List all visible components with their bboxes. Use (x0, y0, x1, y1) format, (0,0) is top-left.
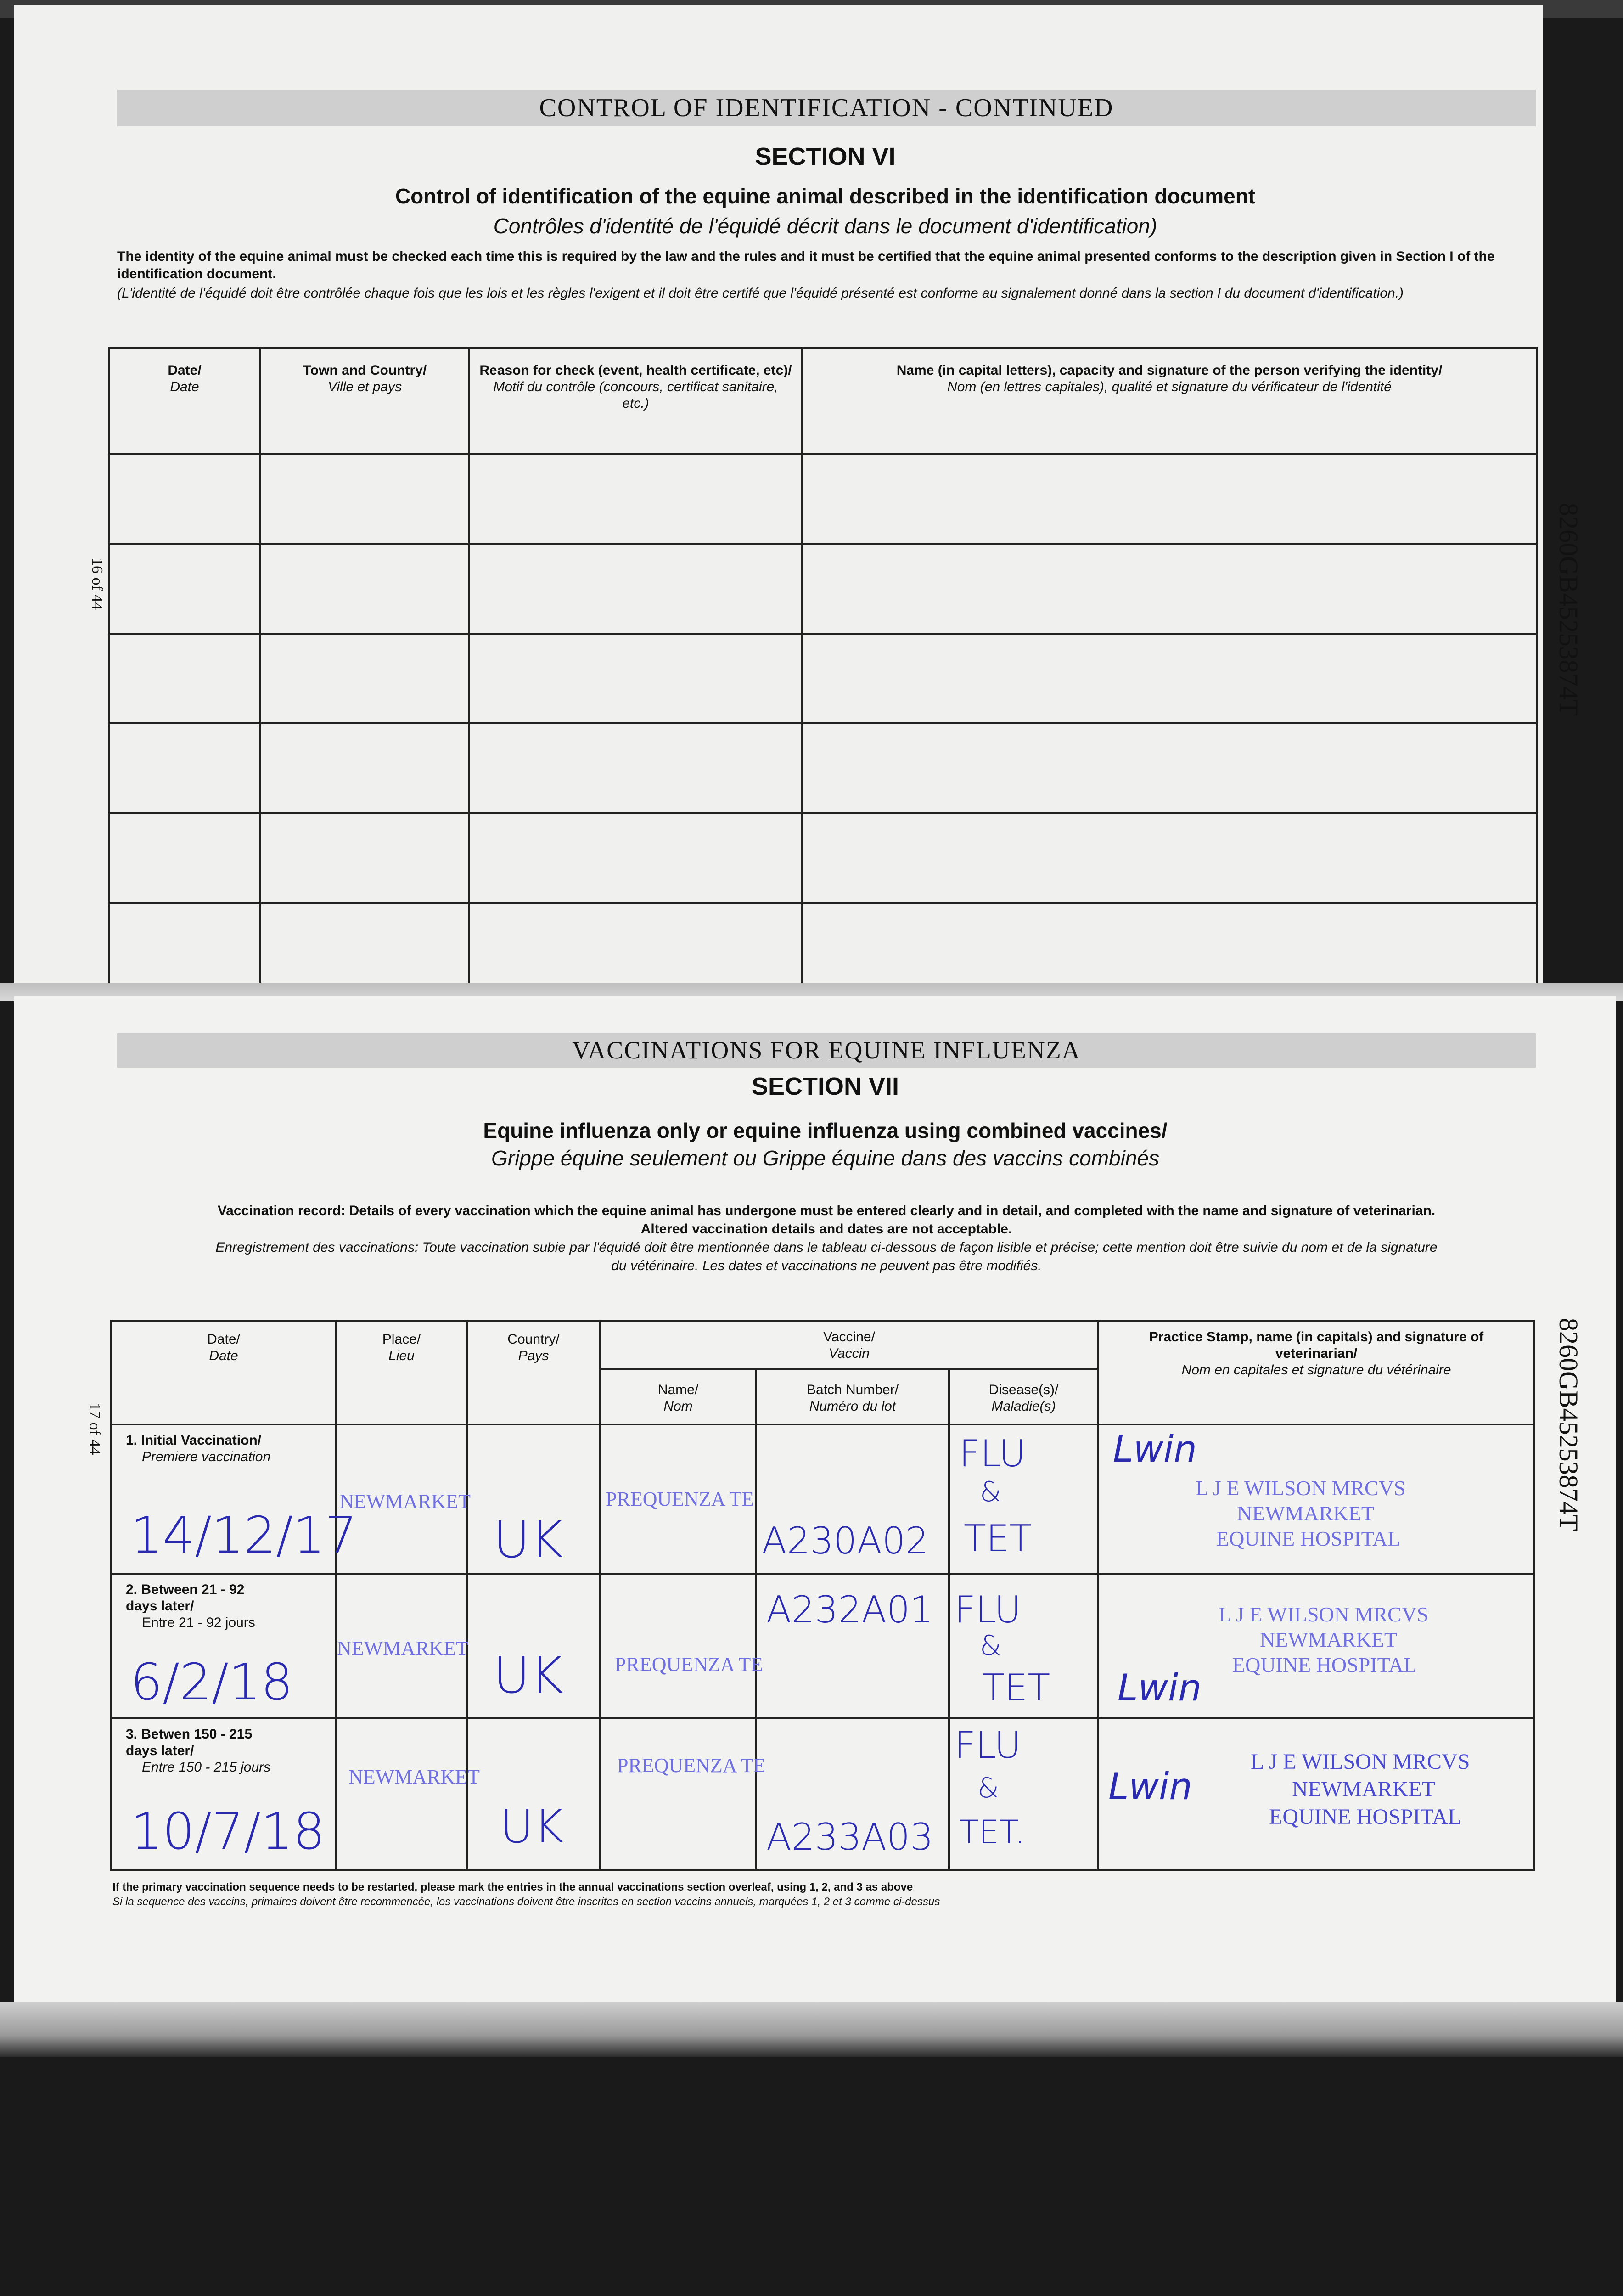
row2-vaccine-cell (600, 1574, 764, 1718)
row1-disease-3: TET (964, 1517, 1032, 1560)
page-number-17: 17 of 44 (86, 1403, 103, 1455)
vaccination-row-3 (111, 1718, 1534, 1870)
header-practice-stamp: Practice Stamp, name (in capitals) and signature of veterinarian/ Nom en capitales et signature du vétérinaire (1098, 1321, 1534, 1424)
row3-batch: A233A03 (766, 1816, 933, 1858)
row2-disease-2: & (980, 1630, 1001, 1662)
table-row (109, 544, 1537, 634)
row2-stamp-line3: EQUINE HOSPITAL (1232, 1653, 1417, 1677)
row2-vaccine: PREQUENZA TE (615, 1653, 764, 1676)
row1-place: NEWMARKET (339, 1490, 471, 1513)
table-row (109, 903, 1537, 991)
header-country: Country/ Pays (467, 1321, 600, 1424)
vaccination-record-en-2: Altered vaccination details and dates are not acceptable. (640, 1221, 1012, 1237)
row3-disease-2: & (977, 1772, 999, 1804)
row1-label-fr: Premiere vaccination (142, 1449, 271, 1464)
row2-label-fr: Entre 21 - 92 jours (142, 1615, 255, 1630)
row3-disease-cell (949, 1718, 1098, 1870)
row1-stamp-line1: L J E WILSON MRCVS (1196, 1476, 1406, 1500)
section-vi-title-fr: Contrôles d'identité de l'équidé décrit dans le document d'identification) (493, 214, 1157, 238)
row2-disease-1: FLU (955, 1588, 1022, 1631)
row1-signature: Lwin (1113, 1428, 1197, 1470)
row3-disease-1: FLU (955, 1724, 1022, 1767)
row3-stamp-cell (1098, 1718, 1534, 1870)
section-vi-para-en: The identity of the equine animal must be checked each time this is required by the law and the rules and it must be certified that the equine animal presented conforms to the description given in Section I of the identification document. (117, 249, 1495, 281)
row1-batch-cell (756, 1424, 949, 1574)
row1-country: UK (493, 1510, 563, 1569)
vaccination-table (110, 1320, 1535, 1871)
header-batch-number: Batch Number/ Numéro du lot (756, 1369, 949, 1424)
row3-date-cell (111, 1718, 336, 1870)
header-date: Date/ Date (111, 1321, 336, 1424)
vaccination-record-fr-1: Enregistrement des vaccinations: Toute vaccination subie par l'équidé doit être mentionnée dans le tableau ci-dessous de façon lisible et précise; cette mention doit être suivie du nom et de la signature (215, 1240, 1438, 1255)
row3-country: UK (500, 1800, 564, 1853)
row1-date: 14/12/17 (130, 1506, 358, 1564)
header-vaccine-name: Name/ Nom (600, 1369, 756, 1424)
row2-disease-3: TET (982, 1666, 1050, 1709)
table-row (109, 723, 1537, 813)
page-16 (14, 5, 1584, 987)
page-number-16: 16 of 44 (89, 558, 106, 610)
row2-date-cell (111, 1574, 336, 1718)
row1-vaccine: PREQUENZA TE (606, 1488, 754, 1510)
row3-label-fr: Entre 150 - 215 jours (142, 1760, 271, 1775)
section-vii-heading: SECTION VII (751, 1073, 899, 1100)
row2-signature: Lwin (1118, 1666, 1202, 1709)
identification-check-table (108, 347, 1538, 992)
row3-stamp-line3: EQUINE HOSPITAL (1269, 1805, 1461, 1829)
document-id-top: 8260GB45253874T (1554, 503, 1584, 716)
header-place: Place/ Lieu (336, 1321, 467, 1424)
table-row (109, 813, 1537, 903)
scan-bottom-edge (0, 2002, 1623, 2057)
page-17 (14, 996, 1616, 2007)
table-row (109, 634, 1537, 724)
section-vii-banner: VACCINATIONS FOR EQUINE INFLUENZA (117, 1033, 1536, 1068)
row2-disease-cell (949, 1574, 1098, 1718)
footnote-en: If the primary vaccination sequence needs to be restarted, please mark the entries in the annual vaccinations section overleaf, using 1, 2, and 3 as above (112, 1881, 913, 1893)
vaccination-record-fr-2: du vétérinaire. Les dates et vaccinations ne peuvent pas être modifiés. (611, 1258, 1042, 1273)
row3-batch-cell (756, 1718, 949, 1870)
row1-stamp-line3: EQUINE HOSPITAL (1216, 1527, 1401, 1550)
section-vi-title-en: Control of identification of the equine animal described in the identification document (395, 184, 1256, 208)
section-vii-title-fr: Grippe équine seulement ou Grippe équine dans des vaccins combinés (491, 1146, 1159, 1170)
row3-country-cell (467, 1718, 600, 1870)
row2-country-cell (467, 1574, 600, 1718)
row2-stamp-line2: NEWMARKET (1260, 1628, 1397, 1651)
row2-batch: A232A01 (766, 1588, 933, 1631)
row3-stamp-line2: NEWMARKET (1292, 1777, 1435, 1801)
footnote-fr: Si la sequence des vaccins, primaires doivent être recommencée, les vaccinations doivent être inscrites en section vaccins annuels, marquées 1, 2 et 3 comme ci-dessus (112, 1896, 940, 1908)
row2-country: UK (493, 1646, 563, 1705)
row1-disease-2: & (980, 1476, 1001, 1508)
header-reason: Reason for check (event, health certificate, etc)/ Motif du contrôle (concours, certificat sanitaire, etc.) (469, 348, 802, 454)
row1-place-cell (336, 1424, 471, 1574)
row3-label: 3. Betwen 150 - 215 days later/ (126, 1727, 253, 1758)
row3-signature: Lwin (1108, 1765, 1192, 1808)
header-vaccine: Vaccine/ Vaccin (600, 1321, 1098, 1369)
row2-place-cell (336, 1574, 467, 1718)
row1-stamp-line2: NEWMARKET (1237, 1502, 1374, 1525)
vaccination-record-en-1: Vaccination record: Details of every vaccination which the equine animal has undergone must be entered clearly and in detail, and completed with the name and signature of veterinarian. (217, 1203, 1436, 1218)
row2-batch-cell (756, 1574, 949, 1718)
row2-stamp-cell (1098, 1574, 1534, 1718)
row1-label: 1. Initial Vaccination/ (126, 1433, 262, 1448)
vaccination-row-2 (111, 1574, 1534, 1718)
row2-label: 2. Between 21 - 92 days later/ (126, 1582, 245, 1614)
document-id-bottom: 8260GB45253874T (1554, 1318, 1584, 1531)
vaccination-row-1 (111, 1424, 1534, 1574)
row1-disease-cell (949, 1424, 1098, 1574)
row3-date: 10/7/18 (130, 1802, 326, 1861)
row1-batch: A230A02 (762, 1519, 929, 1562)
row3-vaccine-cell (600, 1718, 766, 1870)
section-vii-title-en: Equine influenza only or equine influenza using combined vaccines/ (483, 1119, 1168, 1142)
section-vi-heading: SECTION VI (755, 143, 896, 170)
row3-place-cell (336, 1718, 480, 1870)
row1-disease-1: FLU (959, 1432, 1026, 1475)
row2-place: NEWMARKET (337, 1637, 468, 1660)
row1-stamp-cell (1098, 1424, 1534, 1574)
row1-date-cell (111, 1424, 358, 1574)
row1-vaccine-cell (600, 1424, 756, 1574)
section-vi-banner: CONTROL OF IDENTIFICATION - CONTINUED (117, 90, 1536, 126)
row3-disease-3: TET. (959, 1813, 1025, 1851)
row1-country-cell (467, 1424, 600, 1574)
row2-date: 6/2/18 (130, 1653, 293, 1711)
section-vi-para-fr: (L'identité de l'équidé doit être contrôlée chaque fois que les lois et les règles l'exigent et il doit être certifé que l'équidé présenté est conforme au signalement donné dans la section I du document d'identification.) (117, 286, 1404, 301)
table-row (109, 454, 1537, 544)
header-verifier: Name (in capital letters), capacity and signature of the person verifying the identity/ Nom (en lettres capitales), qualité et signature du vérificateur de l'identité (802, 348, 1537, 454)
row2-stamp-line1: L J E WILSON MRCVS (1219, 1603, 1429, 1626)
row3-vaccine: PREQUENZA TE (617, 1754, 766, 1777)
header-town-country: Town and Country/ Ville et pays (260, 348, 469, 454)
row3-place: NEWMARKET (348, 1766, 480, 1788)
header-disease: Disease(s)/ Maladie(s) (949, 1369, 1098, 1424)
row3-stamp-line1: L J E WILSON MRCVS (1251, 1750, 1470, 1774)
header-date: Date/ Date (109, 348, 260, 454)
